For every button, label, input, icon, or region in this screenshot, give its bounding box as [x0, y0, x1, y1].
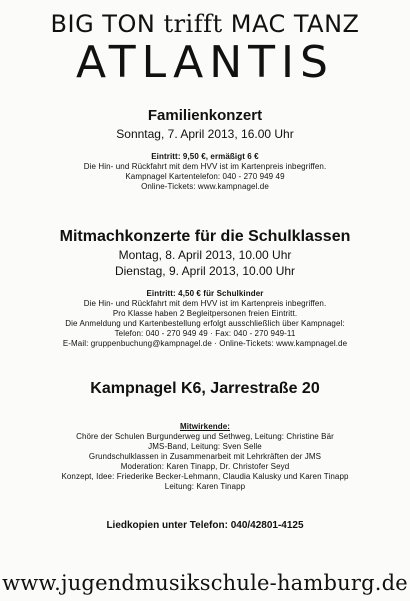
school-concerts-date: Montag, 8. April 2013, 10.00 Uhr [118, 248, 292, 262]
header-subtitle [0, 10, 410, 38]
participants-heading: Mitwirkende: [179, 422, 231, 431]
school-concerts-title: Mitmachkonzerte für die Schulklassen [59, 228, 351, 245]
lyrics-phone: Liedkopien unter Telefon: 040/42801-4125 [106, 520, 304, 531]
school-concerts-line: Die Anmeldung und Kartenbestellung erfolgt ausschließlich über Kampnagel: [65, 319, 345, 328]
participants-section [0, 422, 410, 492]
header-title: ATLANTIS [76, 37, 334, 88]
venue-address: Kampnagel K6, Jarrestraße 20 [90, 380, 320, 397]
participants-line: Konzept, Idee: Friederike Becker-Lehmann, Claudia Kalusky und Karen Tinapp [61, 472, 349, 481]
school-concerts-line: Die Hin- und Rückfahrt mit dem HVV ist im Kartenpreis inbegriffen. [83, 299, 327, 308]
header-part-2: trifft [163, 10, 223, 38]
school-concerts-line: Telefon: 040 - 270 949 49 · Fax: 040 - 270 949-11 [114, 329, 296, 338]
participants-line: Moderation: Karen Tinapp, Dr. Christofer Seyd [120, 462, 290, 471]
participants-line: Chöre der Schulen Burgunderweg und Sethweg, Leitung: Christine Bär [76, 432, 334, 441]
family-concert-line: Kampnagel Kartentelefon: 040 - 270 949 49 [125, 172, 285, 181]
school-concerts-section [0, 228, 410, 349]
school-concerts-admission: Eintritt: 4,50 € für Schulkinder [146, 289, 264, 298]
header-part-3: MAC TANZ [222, 10, 360, 38]
family-concert-date: Sonntag, 7. April 2013, 16.00 Uhr [116, 127, 294, 141]
footer-website[interactable]: www.jugendmusikschule-hamburg.de [2, 571, 408, 595]
family-concert-title: Familienkonzert [147, 107, 263, 124]
participants-line: JMS-Band, Leitung: Sven Selle [148, 442, 262, 451]
family-concert-section [0, 107, 410, 192]
header-part-1: BIG TON [50, 10, 164, 38]
school-concerts-line: Pro Klasse haben 2 Begleitpersonen freien Eintritt. [112, 309, 298, 318]
school-concerts-line: E-Mail: gruppenbuchung@kampnagel.de · Online-Tickets: www.kampnagel.de [62, 339, 348, 348]
school-concerts-date: Dienstag, 9. April 2013, 10.00 Uhr [114, 264, 296, 278]
participants-line: Leitung: Karen Tinapp [164, 482, 246, 491]
family-concert-line: Online-Tickets: www.kampnagel.de [141, 182, 269, 191]
family-concert-admission: Eintritt: 9,50 €, ermäßigt 6 € [151, 152, 259, 161]
family-concert-line: Die Hin- und Rückfahrt mit dem HVV ist im Kartenpreis inbegriffen. [83, 162, 327, 171]
participants-line: Grundschulklassen in Zusammenarbeit mit Lehrkräften der JMS [88, 452, 322, 461]
